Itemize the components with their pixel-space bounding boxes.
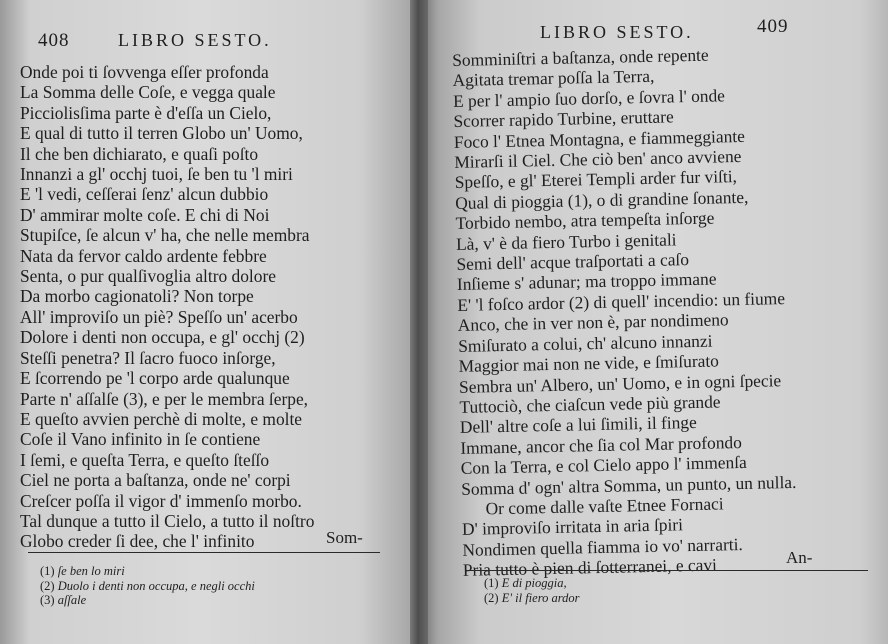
text-line: Foco l' Etnea Montagna, e fiammeggiante: [453, 125, 746, 152]
book-gutter: [410, 0, 428, 644]
text-line: Onde poi ti ſovvenga eſſer profonda: [20, 62, 269, 82]
text-line: Globo creder ſi dee, che l' infinito: [20, 531, 255, 552]
text-line: Nondimen quella fiamma io vo' narrarti.: [462, 533, 743, 560]
right-page-text: [452, 41, 875, 580]
text-line: Mirarſi il Ciel. Che ciò ben' anco avviene: [454, 145, 742, 173]
text-line: Innanzi a gl' occhj tuoi, ſe ben tu 'l miri: [20, 164, 293, 185]
text-line: Tal dunque a tutto il Cielo, a tutto il noſtro: [20, 510, 315, 531]
right-footnote-rule: [466, 570, 868, 571]
text-line: Pria tutto è pien di ſotterranei, e cavi: [462, 554, 718, 581]
footnote: [40, 564, 255, 579]
text-line: Nata da fervor caldo ardente febbre: [20, 245, 267, 266]
text-line: Creſcer poſſa il vigor d' immenſo morbo.: [20, 490, 302, 511]
text-line: E queſto avvien perchè di molte, e molte: [20, 408, 303, 429]
text-line: Agitata tremar poſſa la Terra,: [452, 66, 655, 91]
text-line: E qual di tutto il terren Globo un' Uomo,: [20, 123, 303, 144]
text-line: E 'l vedi, ceſſerai ſenz' alcun dubbio: [20, 184, 269, 205]
text-line: Il che ben dichiarato, e quaſi poſto: [20, 143, 259, 164]
text-line: Somminiſtri a baſtanza, onde repente: [452, 44, 709, 70]
text-line: Torbido nembo, atra tempeſta inſorge: [455, 207, 715, 234]
text-line: E per l' ampio ſuo dorſo, e ſovra l' onde: [452, 85, 726, 111]
right-footnotes: [484, 576, 580, 605]
left-running-head: LIBRO SESTO.: [118, 30, 272, 50]
right-page-number: 409: [757, 16, 789, 37]
text-line: Con la Terra, e col Cielo appo l' immenſa: [460, 452, 747, 479]
text-line: Dell' altre coſe a lui ſimili, il finge: [459, 412, 697, 438]
text-line: Smiſurato a colui, ch' alcuno innanzi: [457, 330, 713, 356]
footnote: [484, 576, 580, 591]
footnote-mark: (2): [484, 590, 499, 605]
text-line: E ſcorrendo pe 'l corpo arde qualunque: [20, 368, 290, 389]
text-line: Maggior mai non ne vide, e ſmiſurato: [458, 350, 720, 377]
footnote: [484, 591, 580, 606]
text-line: Parte n' aſſalſe (3), e per le membra ſerpe,: [20, 388, 309, 409]
text-line: Tuttociò, che ciaſcun vede più grande: [459, 391, 721, 417]
text-line: Dolore i denti non occupa, e gl' occhj (2): [20, 327, 305, 348]
right-catchword: An-: [786, 548, 813, 567]
text-line: Stupiſce, ſe alcun v' ha, che nelle membra: [20, 225, 310, 246]
footnote-text: aſſale: [57, 593, 87, 607]
footnote-mark: (1): [484, 576, 499, 590]
text-line: Somma d' ogn' altra Somma, un punto, un nulla.: [460, 471, 797, 499]
left-catchword: Som-: [326, 528, 363, 547]
left-page-text: [20, 62, 380, 552]
footnote: [40, 593, 255, 608]
footnote-text: E di pioggia,: [501, 576, 567, 590]
text-line: Sembra un' Albero, un' Uomo, e in ogni ſpecie: [458, 369, 782, 397]
text-line: D' ammirar molte coſe. E chi di Noi: [20, 204, 270, 225]
right-running-head: LIBRO SESTO.: [540, 22, 694, 42]
text-line: Anco, che in ver non è, par nondimeno: [457, 309, 729, 336]
footnote: [40, 579, 255, 594]
footnote-text: Duolo i denti non occupa, e negli occhi: [57, 578, 255, 593]
footnote-mark: (3): [40, 593, 55, 607]
text-line: Picciolisſima parte è d'eſſa un Cielo,: [20, 102, 272, 123]
text-line: Da morbo cagionatoli? Non torpe: [20, 286, 254, 307]
left-footnotes: [40, 564, 255, 608]
footnote-text: ſe ben lo miri: [57, 564, 125, 578]
left-page: [0, 0, 420, 644]
text-line: Speſſo, e gl' Eterei Templi arder fur viſti,: [454, 166, 738, 193]
right-page: [420, 0, 888, 644]
text-line: Qual di pioggia (1), o di grandine ſonante,: [454, 186, 749, 213]
text-line: Senta, o pur qualſivoglia altro dolore: [20, 266, 276, 287]
left-page-number: 408: [38, 30, 70, 51]
text-line: Steſſi penetra? Il ſacro fuoco inſorge,: [20, 347, 276, 368]
text-line: Là, v' è da fiero Turbo i genitali: [455, 228, 677, 254]
text-line: Inſieme s' adunar; ma troppo immane: [456, 268, 717, 295]
text-line: I ſemi, e queſta Terra, e queſto ſteſſo: [20, 449, 270, 470]
text-line: All' improviſo un piè? Speſſo un' acerbo: [20, 306, 298, 327]
text-line: Semi dell' acque traſportati a caſo: [456, 249, 690, 275]
footnote-text: E' il fiero ardor: [501, 590, 580, 605]
text-line: Ciel ne porta a baſtanza, onde ne' corpi: [20, 470, 291, 491]
left-footnote-rule: [28, 552, 380, 553]
text-line: Coſe il Vano infinito in ſe contiene: [20, 429, 261, 450]
footnote-mark: (1): [40, 564, 55, 578]
text-line: E' 'l foſco ardor (2) di quell' incendio: un fiume: [457, 287, 786, 315]
text-line: La Somma delle Coſe, e vegga quale: [20, 82, 276, 103]
text-line: D' improviſo irritata in aria ſpiri: [461, 514, 684, 540]
text-line: Scorrer rapido Turbine, eruttare: [453, 106, 674, 132]
footnote-mark: (2): [40, 578, 55, 593]
text-line: Or come dalle vaſte Etnee Fornaci: [485, 493, 724, 519]
text-line: Immane, ancor che ſia col Mar profondo: [460, 431, 743, 458]
